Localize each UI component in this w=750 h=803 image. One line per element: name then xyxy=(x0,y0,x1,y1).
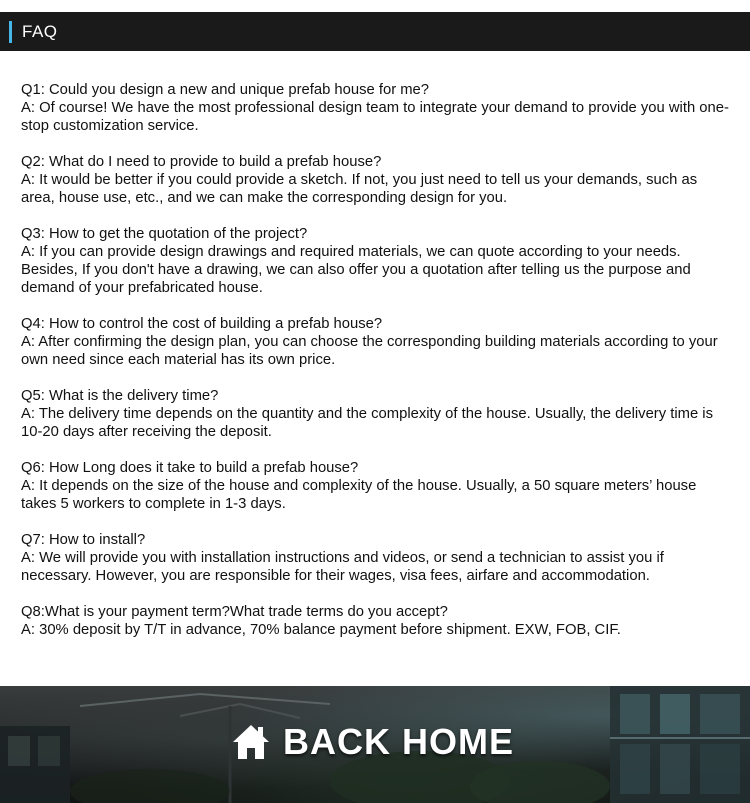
faq-question: Q4: How to control the cost of building a prefab house? xyxy=(21,316,383,332)
faq-item xyxy=(21,459,733,513)
faq-answer: A: The delivery time depends on the quantity and the complexity of the house. Usually, the delivery time is 10-20 days after receiving the deposit. xyxy=(21,406,713,440)
faq-question: Q5: What is the delivery time? xyxy=(21,388,219,404)
faq-answer: A: 30% deposit by T/T in advance, 70% balance payment before shipment. EXW, FOB, CIF. xyxy=(21,622,621,638)
faq-answer: A: After confirming the design plan, you can choose the corresponding building materials according to your own need since each material has its own price. xyxy=(21,334,718,368)
back-home-banner[interactable] xyxy=(0,686,750,803)
faq-item xyxy=(21,81,733,135)
back-home-button[interactable] xyxy=(232,720,514,764)
faq-answer: A: It would be better if you could provide a sketch. If not, you just need to tell us your demands, such as area, house use, etc., and we can make the corresponding design for you. xyxy=(21,172,698,206)
faq-item xyxy=(21,153,733,207)
house-icon xyxy=(232,723,270,761)
faq-question: Q2: What do I need to provide to build a prefab house? xyxy=(21,154,382,170)
faq-item xyxy=(21,315,733,369)
faq-answer: A: If you can provide design drawings and required materials, we can quote according to your needs. Besides, If you don't have a drawing, we can also offer you a quotation after telling us the purpose and demand of your prefabricated house. xyxy=(21,244,691,296)
faq-item xyxy=(21,603,733,639)
faq-question: Q7: How to install? xyxy=(21,532,146,548)
back-home-label: BACK HOME xyxy=(283,721,514,762)
faq-answer: A: We will provide you with installation instructions and videos, or send a technician to assist you if necessary. However, you are responsible for their wages, visa fees, airfare and accommodation. xyxy=(21,550,664,584)
faq-item xyxy=(21,225,733,297)
faq-header xyxy=(0,12,750,51)
faq-list xyxy=(21,81,733,657)
faq-answer: A: It depends on the size of the house and complexity of the house. Usually, a 50 square meters’ house takes 5 workers to complete in 1-3 days. xyxy=(21,478,697,512)
faq-question: Q8:What is your payment term?What trade terms do you accept? xyxy=(21,604,448,620)
faq-question: Q6: How Long does it take to build a prefab house? xyxy=(21,460,359,476)
page-title: FAQ xyxy=(22,22,58,41)
faq-question: Q1: Could you design a new and unique prefab house for me? xyxy=(21,82,430,98)
faq-item xyxy=(21,387,733,441)
faq-item xyxy=(21,531,733,585)
header-accent-bar xyxy=(9,21,12,43)
faq-question: Q3: How to get the quotation of the project? xyxy=(21,226,308,242)
faq-answer: A: Of course! We have the most professional design team to integrate your demand to provide you with one-stop customization service. xyxy=(21,100,729,134)
